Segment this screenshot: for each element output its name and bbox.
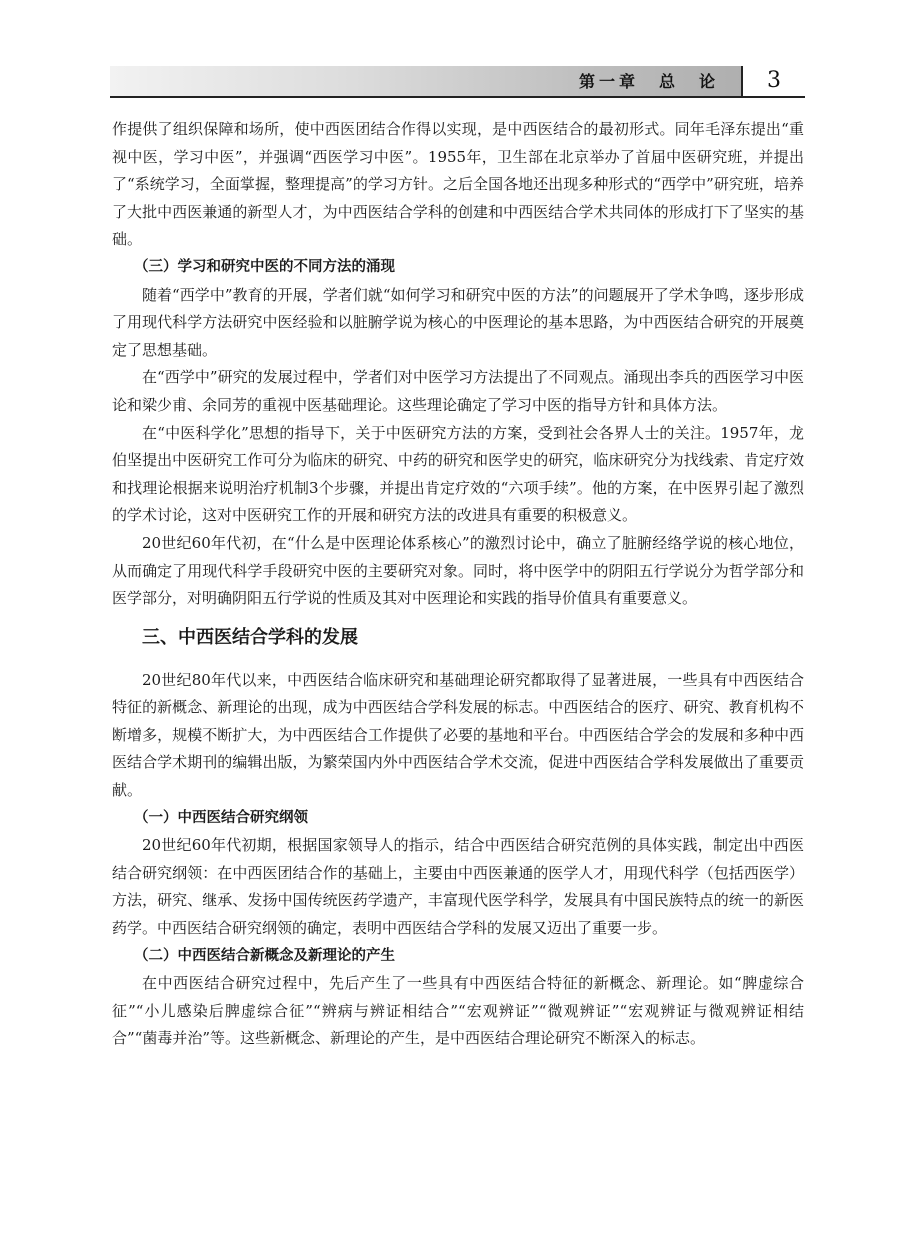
section-heading: 三、中西医结合学科的发展 [142, 626, 358, 648]
paragraph: 在“中医科学化”思想的指导下，关于中医研究方法的方案，受到社会各界人士的关注。1957年，龙伯坚提出中医研究工作可分为临床的研究、中药的研究和医学史的研究，临床研究分为找线索、肯定疗效和找理论根据来说明治疗机制3个步骤，并提出肯定疗效的“六项手续”。他的方案，在中医界引起了激烈的学术讨论，这对中医研究工作的开展和研究方法的改进具有重要的积极意义。 [112, 423, 804, 525]
paragraph: 作提供了组织保障和场所，使中西医团结合作得以实现，是中西医结合的最初形式。同年毛泽东提出“重视中医，学习中医”，并强调“西医学习中医”。1955年，卫生部在北京举办了首届中医研究班，并提出了“系统学习，全面掌握，整理提高”的学习方针。之后全国各地还出现多种形式的“西学中”研究班，培养了大批中西医兼通的新型人才，为中西医结合学科的创建和中西医结合学术共同体的形成打下了坚实的基础。 [112, 120, 804, 249]
header-rule [110, 96, 805, 98]
paragraph: 在中西医结合研究过程中，先后产生了一些具有中西医结合特征的新概念、新理论。如“脾虚综合征”“小儿感染后脾虚综合征”“辨病与辨证相结合”“宏观辨证”“微观辨证”“宏观辨证与微观辨证相结合”“菌毒并治”等。这些新概念、新理论的产生，是中西医结合理论研究不断深入的标志。 [112, 974, 804, 1048]
paragraph: 20世纪60年代初期，根据国家领导人的指示，结合中西医结合研究范例的具体实践，制定出中西医结合研究纲领：在中西医团结合作的基础上，主要由中西医兼通的医学人才，用现代科学（包括西医学）方法，研究、继承、发扬中国传统医药学遗产，丰富现代医学科学，发展具有中国民族特点的统一的新医药学。中西医结合研究纲领的确定，表明中西医结合学科的发展又迈出了重要一步。 [112, 836, 804, 938]
page-number: 3 [743, 66, 805, 96]
paragraph: 随着“西学中”教育的开展，学者们就“如何学习和研究中医的方法”的问题展开了学术争鸣，逐步形成了用现代科学方法研究中医经验和以脏腑学说为核心的中医理论的基本思路，为中西医结合研究的开展奠定了思想基础。 [112, 285, 804, 359]
subsection-heading: （三）学习和研究中医的不同方法的涌现 [134, 258, 395, 275]
subsection-heading: （二）中西医结合新概念及新理论的产生 [134, 947, 395, 964]
paragraph: 20世纪60年代初，在“什么是中医理论体系核心”的激烈讨论中，确立了脏腑经络学说的核心地位，从而确定了用现代科学手段研究中医的主要研究对象。同时，将中医学中的阴阳五行学说分为哲学部分和医学部分，对明确阴阳五行学说的性质及其对中医理论和实践的指导价值具有重要意义。 [112, 533, 804, 608]
paragraph: 20世纪80年代以来，中西医结合临床研究和基础理论研究都取得了显著进展，一些具有中西医结合特征的新概念、新理论的出现，成为中西医结合学科发展的标志。中西医结合的医疗、研究、教育机构不断增多，规模不断扩大，为中西医结合工作提供了必要的基地和平台。中西医结合学会的发展和多种中西医结合学术期刊的编辑出版，为繁荣国内外中西医结合学术交流，促进中西医结合学科发展做出了重要贡献。 [112, 670, 804, 800]
paragraph: 在“西学中”研究的发展过程中，学者们对中医学习方法提出了不同观点。涌现出李兵的西医学习中医论和梁少甫、余同芳的重视中医基础理论。这些理论确定了学习中医的指导方针和具体方法。 [112, 368, 804, 414]
page-body [112, 116, 804, 1053]
subsection-heading: （一）中西医结合研究纲领 [134, 809, 308, 826]
chapter-title: 第一章 总 论 [578, 72, 719, 91]
running-header [110, 66, 805, 96]
